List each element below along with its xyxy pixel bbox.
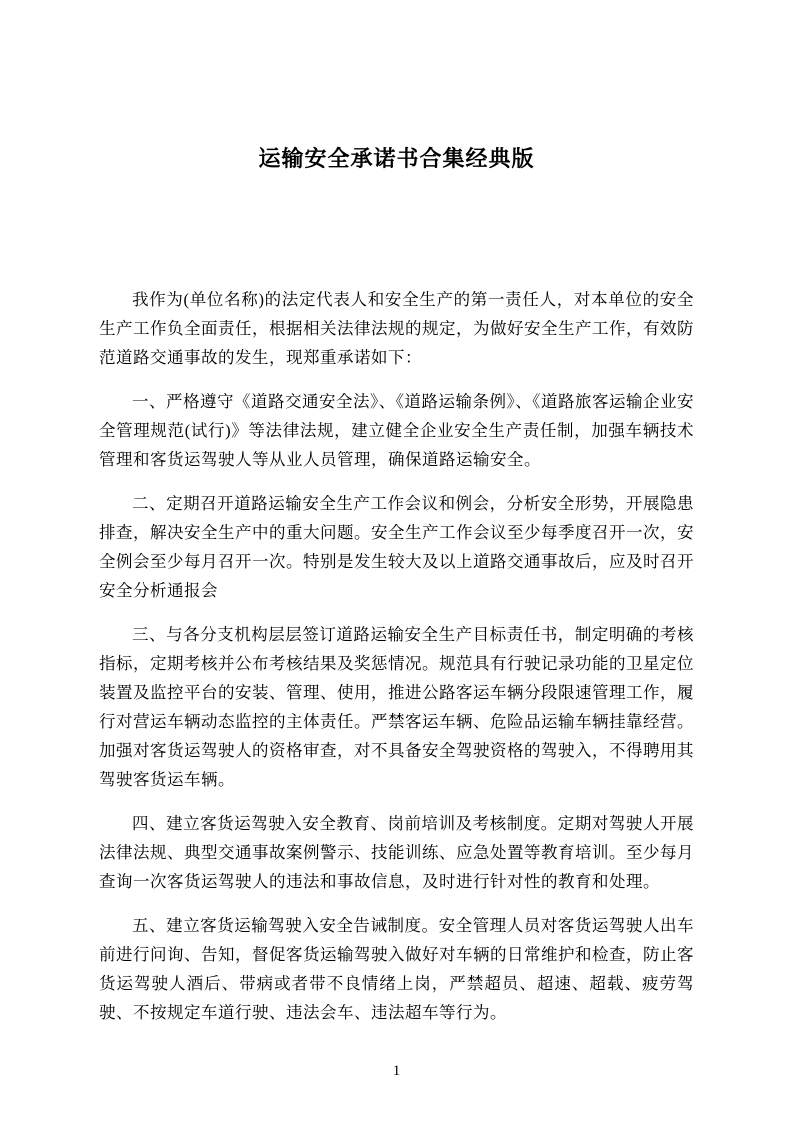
- page-number: 1: [392, 1063, 401, 1079]
- intro-paragraph: 我作为(单位名称)的法定代表人和安全生产的第一责任人，对本单位的安全生产工作负全面责任，根据相关法律法规的规定，为做好安全生产工作，有效防范道路交通事故的发生，现郑重承诺如下：: [99, 290, 694, 367]
- commitment-item-4: 四、建立客货运驾驶入安全教育、岗前培训及考核制度。定期对驾驶人开展法律法规、典型交通事故案例警示、技能训练、应急处置等教育培训。至少每月查询一次客货运驾驶人的违法和事故信息，及时进行针对性的教育和处理。: [99, 814, 694, 891]
- commitment-item-3: 三、与各分支机构层层签订道路运输安全生产目标责任书，制定明确的考核指标，定期考核并公布考核结果及奖惩情况。规范具有行驶记录功能的卫星定位装置及监控平台的安装、管理、使用，推进公路客运车辆分段限速管理工作，履行对营运车辆动态监控的主体责任。严禁客运车辆、危险品运输车辆挂靠经营。加强对客货运驾驶人的资格审查，对不具备安全驾驶资格的驾驶入，不得聘用其驾驶客货运车辆。: [99, 625, 694, 789]
- commitment-item-1: 一、严格遵守《道路交通安全法》、《道路运输条例》、《道路旅客运输企业安全管理规范(试行)》等法律法规，建立健全企业安全生产责任制，加强车辆技术管理和客货运驾驶人等从业人员管理，确保道路运输安全。: [99, 392, 694, 469]
- commitment-item-5: 五、建立客货运输驾驶入安全告诫制度。安全管理人员对客货运驾驶人出车前进行问询、告知，督促客货运输驾驶入做好对车辆的日常维护和检查，防止客货运驾驶人酒后、带病或者带不良情绪上岗，严禁超员、超速、超载、疲劳驾驶、不按规定车道行驶、违法会车、违法超车等行为。: [99, 916, 694, 1022]
- document-title: 运输安全承诺书合集经典版: [258, 146, 535, 171]
- commitment-item-2: 二、定期召开道路运输安全生产工作会议和例会，分析安全形势，开展隐患排查，解决安全生产中的重大问题。安全生产工作会议至少每季度召开一次，安全例会至少每月召开一次。特别是发生较大及以上道路交通事故后，应及时召开安全分析通报会: [99, 494, 694, 600]
- document-body: [99, 285, 694, 1027]
